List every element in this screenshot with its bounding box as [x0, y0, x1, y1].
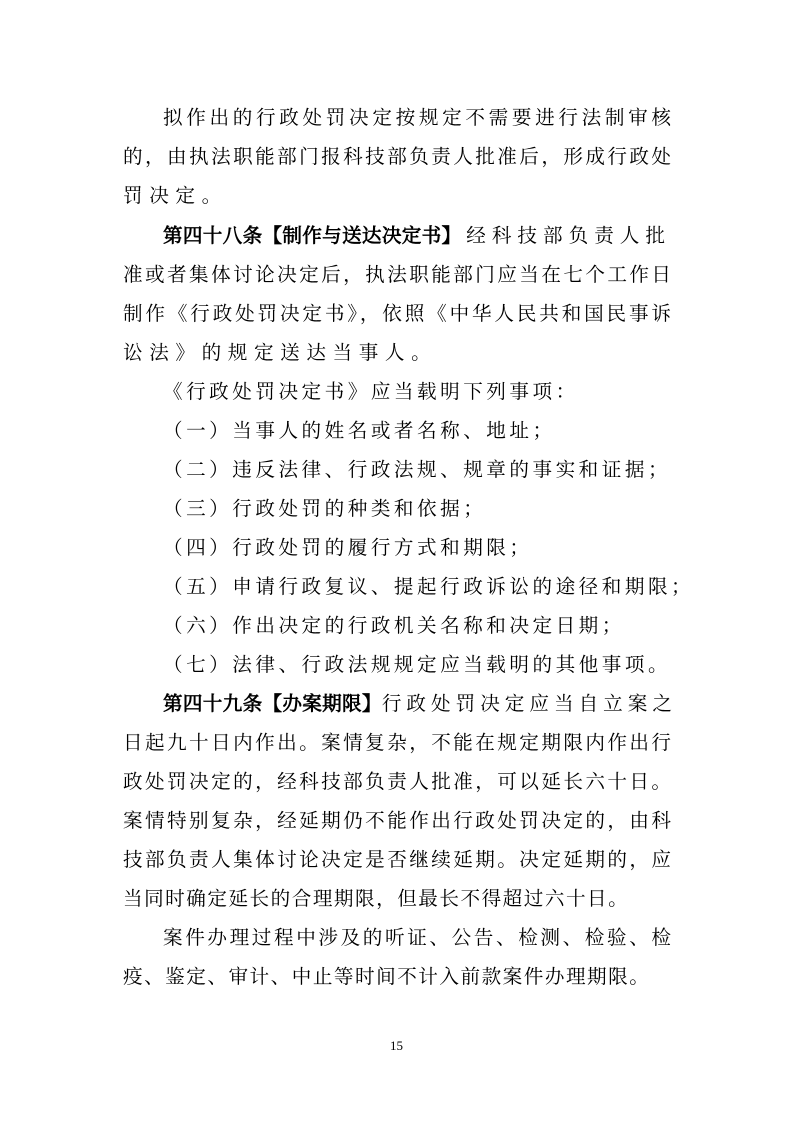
list-item: （三）行政处罚的种类和依据； [163, 497, 487, 520]
paragraph-line: 案件办理过程中涉及的听证、公告、检测、检验、检 [163, 926, 671, 949]
paragraph-line: 政处罚决定的，经科技部负责人批准，可以延长六十日。 [123, 770, 671, 793]
page-number: 15 [390, 1038, 403, 1053]
paragraph-line: 讼法》的规定送达当事人。 [123, 341, 438, 364]
paragraph-line: 的，由执法职能部门报科技部负责人批准后，形成行政处 [123, 145, 671, 168]
paragraph-line: 疫、鉴定、审计、中止等时间不计入前款案件办理期限。 [123, 965, 651, 988]
article-48-heading: 第四十八条【制作与送达决定书】 [163, 224, 462, 247]
article-48-text: 经科技部负责人批 [466, 224, 671, 247]
list-item: （二）违反法律、行政法规、规章的事实和证据； [163, 458, 672, 481]
list-item: （四）行政处罚的履行方式和期限； [163, 536, 533, 559]
article-49-first-line [163, 692, 677, 716]
article-49-text: 行政处罚决定应当自立案之 [381, 692, 677, 715]
article-49-heading: 第四十九条【办案期限】 [163, 692, 382, 715]
paragraph-line: 罚决定。 [123, 184, 228, 207]
list-item: （五）申请行政复议、提起行政诉讼的途径和期限； [163, 575, 695, 598]
paragraph-line: 准或者集体讨论决定后，执法职能部门应当在七个工作日 [123, 263, 671, 286]
list-item: （七）法律、行政法规规定应当载明的其他事项。 [163, 653, 672, 676]
paragraph-line: 日起九十日内作出。案情复杂，不能在规定期限内作出行 [123, 731, 671, 754]
paragraph-line: 制作《行政处罚决定书》，依照《中华人民共和国民事诉 [123, 302, 671, 325]
paragraph-line: 技部负责人集体讨论决定是否继续延期。决定延期的，应 [123, 848, 671, 871]
list-item: （六）作出决定的行政机关名称和决定日期； [163, 614, 625, 637]
list-item: （一）当事人的姓名或者名称、地址； [163, 419, 556, 442]
paragraph-line: 案情特别复杂，经延期仍不能作出行政处罚决定的，由科 [123, 809, 671, 832]
paragraph-line: 拟作出的行政处罚决定按规定不需要进行法制审核 [163, 106, 671, 129]
article-48-first-line [163, 224, 671, 248]
list-intro: 《行政处罚决定书》应当载明下列事项： [163, 380, 579, 403]
paragraph-line: 当同时确定延长的合理期限，但最长不得超过六十日。 [123, 887, 630, 910]
